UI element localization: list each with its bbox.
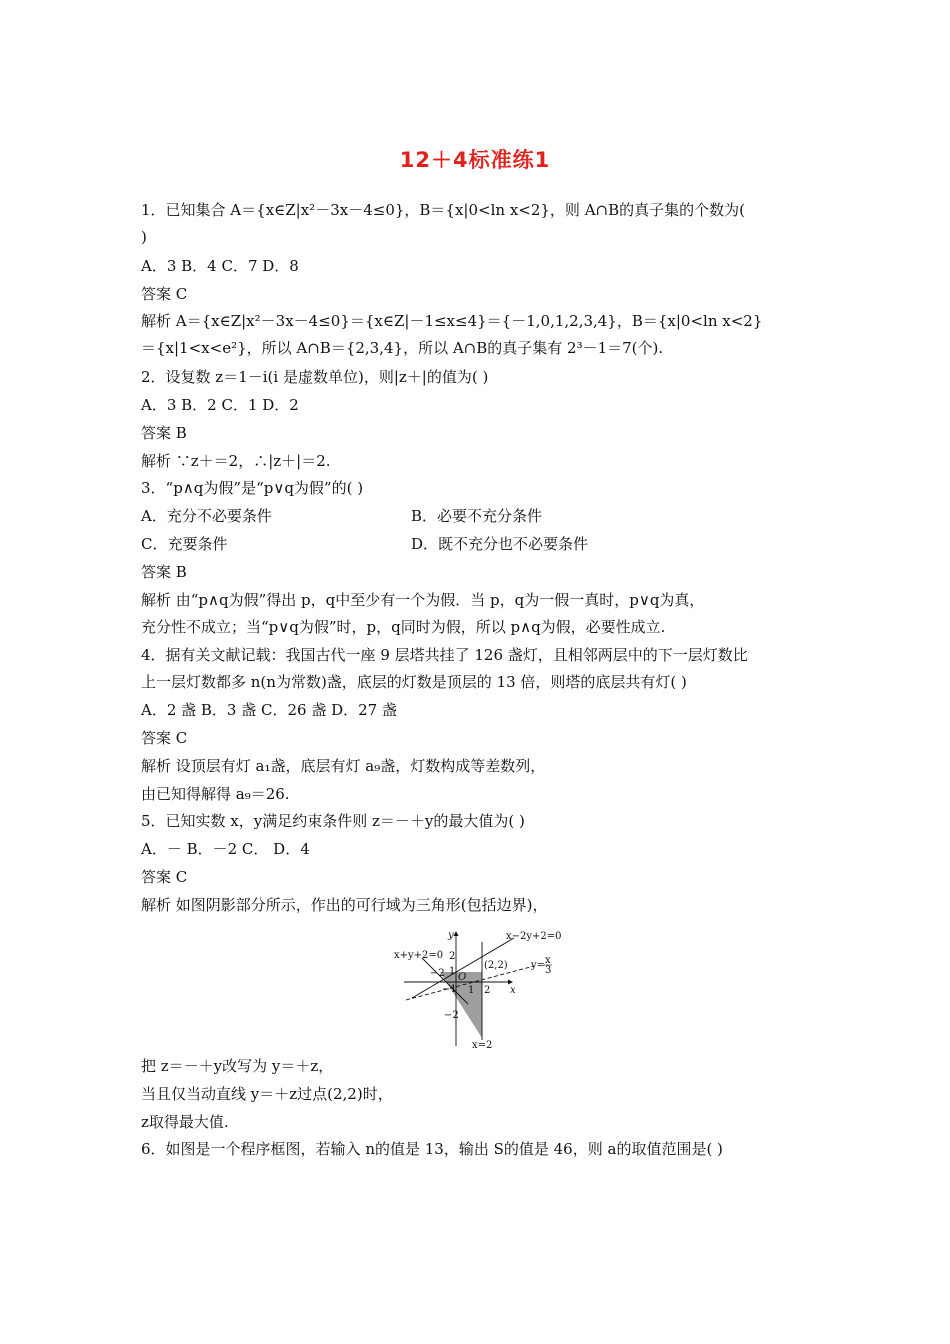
q2-answer: 答案 B (141, 424, 187, 442)
label-x-equals-2: x=2 (472, 1040, 493, 1050)
q4-stem-line1: 4．据有关文献记载：我国古代一座 9 层塔共挂了 126 盏灯，且相邻两层中的下一层灯数比 (141, 646, 748, 664)
q3-stem: 3．“p∧q为假”是“p∨q为假”的( ) (141, 479, 364, 497)
q1-answer: 答案 C (141, 285, 188, 303)
tick-y-neg2: −2 (444, 1010, 459, 1021)
q3-option-d: D．既不充分也不必要条件 (411, 535, 589, 553)
q4-analysis-line2: 由已知得解得 a₉＝26. (141, 785, 290, 803)
q4-analysis-line1: 解析 设顶层有灯 a₁盏，底层有灯 a₉盏，灯数构成等差数列， (141, 757, 546, 775)
q5-stem: 5．已知实数 x，y满足约束条件则 z＝－＋y的最大值为( ) (141, 812, 525, 830)
y-axis-arrow (454, 931, 459, 936)
tick-x-2: 2 (484, 985, 491, 996)
q3-answer: 答案 B (141, 563, 187, 581)
page-title: 12＋4标准练1 (399, 148, 551, 172)
q5-analysis-line3: 当且仅当动直线 y＝＋z过点(2,2)时， (141, 1085, 393, 1103)
label-x-minus-2y-plus-2: x−2y+2=0 (506, 931, 562, 942)
feasible-region-figure (392, 928, 564, 1050)
q1-analysis-line2: ＝{x|1<x<e²}，所以 A∩B＝{2,3,4}，所以 A∩B的真子集有 2³－1＝7(个). (141, 339, 664, 357)
q4-answer: 答案 C (141, 729, 188, 747)
tick-y-1: 1 (449, 966, 456, 977)
q3-option-c: C．充要条件 (141, 535, 228, 553)
tick-x-1: 1 (468, 985, 475, 996)
q5-analysis-line1: 解析 如图阴影部分所示，作出的可行域为三角形(包括边界)， (141, 896, 548, 914)
q6-stem: 6．如图是一个程序框图，若输入 n的值是 13，输出 S的值是 46，则 a的取值范围是( ) (141, 1140, 723, 1158)
q2-analysis: 解析 ∵z＋＝2，∴|z＋|＝2. (141, 452, 331, 470)
label-point-2-2: (2,2) (484, 960, 508, 971)
q1-stem-line2: ) (141, 228, 147, 246)
q3-analysis-line2: 充分性不成立；当“p∨q为假”时，p，q同时为假，所以 p∧q为假，必要性成立. (141, 618, 666, 636)
label-frac-den: 3 (545, 965, 552, 976)
tick-x-neg2: −2 (430, 968, 445, 979)
q5-answer: 答案 C (141, 868, 188, 886)
q3-analysis-line1: 解析 由“p∧q为假”得出 p，q中至少有一个为假．当 p，q为一假一真时，p∨q为真， (141, 591, 705, 609)
q1-options: A．3 B．4 C．7 D．8 (141, 257, 299, 275)
q5-analysis-line4: z取得最大值. (141, 1113, 229, 1131)
q1-stem-line1: 1．已知集合 A＝{x∈Z|x²－3x－4≤0}，B＝{x|0<ln x<2}，则 A∩B的真子集的个数为( (141, 201, 745, 219)
tick-y-2: 2 (449, 951, 456, 962)
q2-options: A．3 B．2 C．1 D．2 (141, 396, 299, 414)
q2-stem: 2．设复数 z＝1－i(i 是虚数单位)，则|z＋|的值为( ) (141, 368, 489, 386)
x-axis-arrow (508, 980, 513, 985)
q5-options: A．－ B．－2 C． D．4 (141, 840, 310, 858)
q5-analysis-line2: 把 z＝－＋y改写为 y＝＋z， (141, 1057, 334, 1075)
label-x-axis: x (510, 985, 516, 996)
label-x-plus-y-plus-2: x+y+2=0 (394, 950, 444, 961)
label-y-axis: y (448, 930, 454, 941)
label-origin: O (458, 972, 467, 983)
q4-stem-line2: 上一层灯数都多 n(n为常数)盏，底层的灯数是顶层的 13 倍，则塔的底层共有灯( ) (141, 673, 687, 691)
label-frac-num: x (545, 955, 551, 966)
tick-x-neg1: −1 (442, 984, 457, 995)
q1-analysis-line1: 解析 A＝{x∈Z|x²－3x－4≤0}＝{x∈Z|－1≤x≤4}＝{－1,0,1,2,3,4}，B＝{x|0<ln x<2} (141, 312, 763, 330)
q3-option-b: B．必要不充分条件 (411, 507, 543, 525)
q3-option-a: A．充分不必要条件 (141, 507, 272, 525)
label-y-equals: y= (531, 960, 546, 971)
q4-options: A．2 盏 B．3 盏 C．26 盏 D．27 盏 (141, 701, 397, 719)
